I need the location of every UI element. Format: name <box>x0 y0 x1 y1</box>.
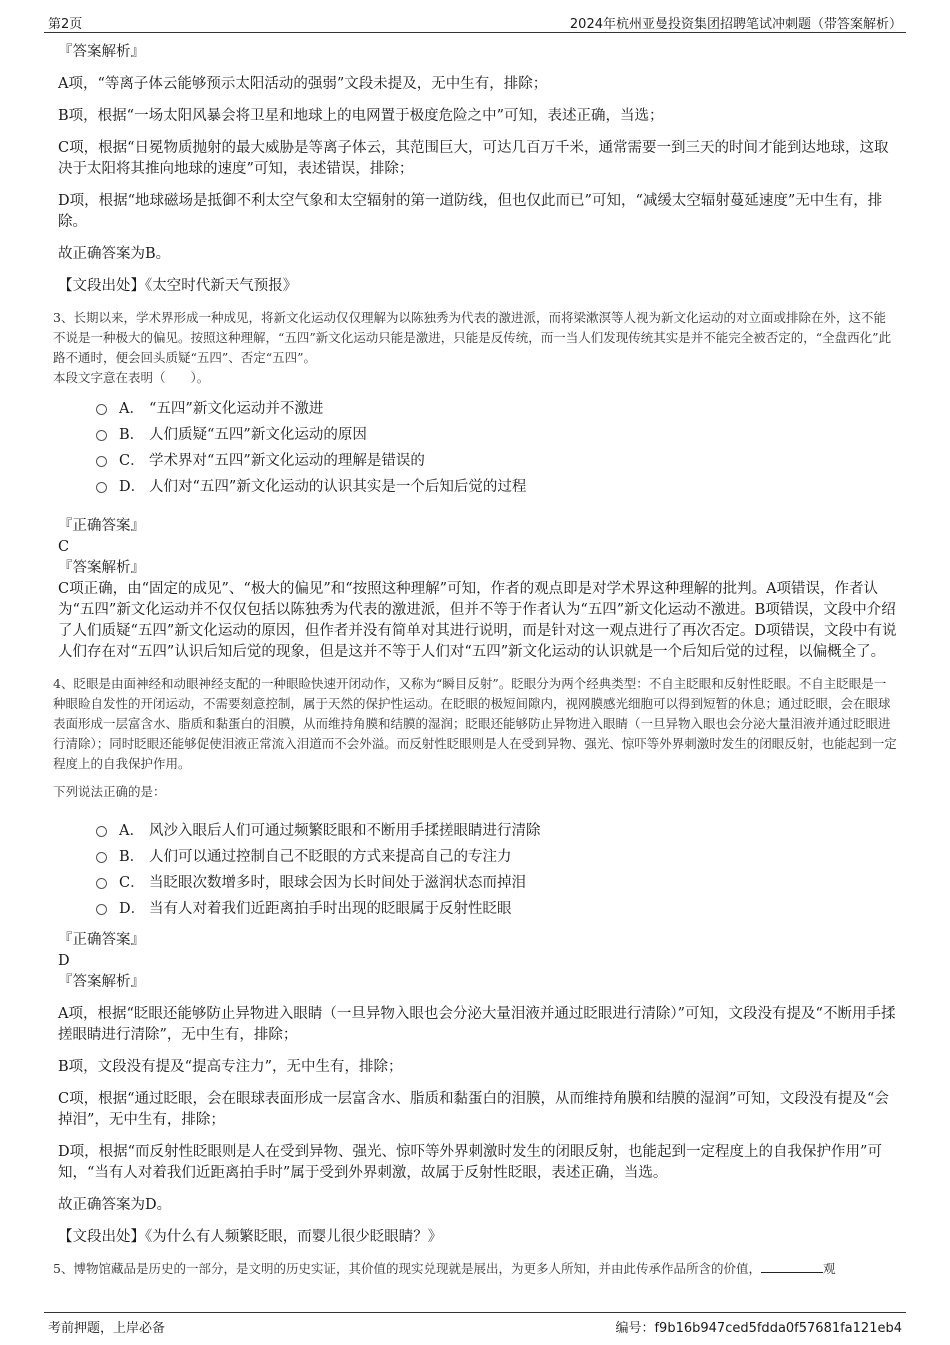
q2-analysis-a: A项，“等离子体云能够预示太阳活动的强弱”文段未提及，无中生有，排除； <box>58 76 548 92</box>
footer-slogan: 考前押题，上岸必备 <box>48 1321 166 1336</box>
q4-source: 【文段出处】《为什么有人频繁眨眼，而婴儿很少眨眼睛？》 <box>58 1229 443 1245</box>
radio-icon[interactable] <box>96 904 107 915</box>
q4-question: 下列说法正确的是： <box>53 784 166 799</box>
q4-option-a[interactable]: A． 风沙入眼后人们可通过频繁眨眼和不断用手揉搓眼睛进行清除 <box>96 816 898 842</box>
page-content <box>53 42 898 1279</box>
radio-icon[interactable] <box>96 456 107 467</box>
q4-analysis-c: C项，根据“通过眨眼，会在眼球表面形成一层富含水、脂质和黏蛋白的泪膜，从而维持角膜和结膜的湿润”可知，文段没有提及“会掉泪”，无中生有，排除； <box>58 1091 889 1128</box>
q4-analysis-d: D项，根据“而反射性眨眼则是人在受到异物、强光、惊吓等外界刺激时发生的闭眼反射，也能起到一定程度上的自我保护作用”可知，“当有人对着我们近距离拍手时”属于受到外界刺激，故属于反射性眨眼，表述正确，当选。 <box>58 1144 882 1181</box>
q4-option-c[interactable]: C． 当眨眼次数增多时，眼球会因为长时间处于滋润状态而掉泪 <box>96 868 898 894</box>
q3-correct-label: 『正确答案』 <box>58 518 145 534</box>
radio-icon[interactable] <box>96 852 107 863</box>
document-id: 编号：f9b16b947ced5fdda0f57681fa121eb4 <box>615 1321 902 1336</box>
radio-icon[interactable] <box>96 826 107 837</box>
q4-option-b[interactable]: B． 人们可以通过控制自己不眨眼的方式来提高自己的专注力 <box>96 842 898 868</box>
q4-correct-label: 『正确答案』 <box>58 932 145 948</box>
q3-option-a[interactable]: A． “五四”新文化运动并不激进 <box>96 394 898 420</box>
q3-option-c[interactable]: C． 学术界对“五四”新文化运动的理解是错误的 <box>96 446 898 472</box>
q3-prompt: 本段文字意在表明（ ）。 <box>53 370 210 385</box>
q3-analysis: C项正确，由“固定的成见”、“极大的偏见”和“按照这种理解”可知，作者的观点即是对学术界这种理解的批判。A项错误，作者认为“五四”新文化运动并不仅仅包括以陈独秀为代表的激进派，但并不等于作者认为“五四”新文化运动不激进。B项错误，文段中介绍了人们质疑“五四”新文化运动的原因，但作者并没有简单对其进行说明，而是针对这一观点进行了再次否定。D项错误，文段中有说人们存在对“五四”认识后知后觉的现象，但是这并不等于人们对“五四”新文化运动的认识就是一个后知后觉的过程，以偏概全了。 <box>58 581 897 660</box>
radio-icon[interactable] <box>96 482 107 493</box>
page-header <box>44 10 906 33</box>
radio-icon[interactable] <box>96 430 107 441</box>
q3-stem: 3、长期以来，学术界形成一种成见，将新文化运动仅仅理解为以陈独秀为代表的激进派，而将梁漱溟等人视为新文化运动的对立面或排除在外，这不能不说是一种极大的偏见。按照这种理解，“五四”新文化运动只能是激进，只能是反传统，而一当人们发现传统其实是并不能完全被否定的，“全盘西化”此路不通时，便会回头质疑“五四”、否定“五四”。 <box>53 310 892 365</box>
question-4 <box>53 674 898 802</box>
q2-source: 【文段出处】《太空时代新天气预报》 <box>58 278 298 294</box>
q2-analysis-c: C项，根据“日冕物质抛射的最大威胁是等离子体云，其范围巨大，可达几百万千米，通常需要一到三天的时间才能到达地球，这取决于太阳将其推向地球的速度”可知，表述错误，排除； <box>58 140 889 177</box>
q4-analysis-label: 『答案解析』 <box>58 974 145 990</box>
q4-option-d[interactable]: D． 当有人对着我们近距离拍手时出现的眨眼属于反射性眨眼 <box>96 894 898 920</box>
q4-options <box>96 816 898 920</box>
q5-tail: 观 <box>822 1261 836 1276</box>
answer-blank[interactable] <box>761 1260 823 1273</box>
q2-analysis-label: 『答案解析』 <box>58 44 145 60</box>
q3-correct-answer: C <box>58 539 70 555</box>
question-3 <box>53 308 898 388</box>
q4-stem: 4、眨眼是由面神经和动眼神经支配的一种眼睑快速开闭动作，又称为“瞬目反射”。眨眼分为两个经典类型：不自主眨眼和反射性眨眼。不自主眨眼是一种眼睑自发性的开闭运动，不需要刻意控制，属于天然的保护性运动。在眨眼的极短间隙内，视网膜感光细胞可以得到短暂的休息；通过眨眼，会在眼球表面形成一层富含水、脂质和黏蛋白的泪膜，从而维持角膜和结膜的湿润；眨眼还能够防止异物进入眼睛（一旦异物入眼也会分泌大量泪液并通过眨眼进行清除）；同时眨眼还能够促使泪液正常流入泪道而不会外溢。而反射性眨眼则是人在受到异物、强光、惊吓等外界刺激时发生的闭眼反射，也能起到一定程度上的自我保护作用。 <box>53 676 897 771</box>
q4-analysis-a: A项，根据“眨眼还能够防止异物进入眼睛（一旦异物入眼也会分泌大量泪液并通过眨眼进行清除）”可知，文段没有提及“不断用手揉搓眼睛进行清除”，无中生有，排除； <box>58 1006 896 1043</box>
q4-correct-answer: D <box>58 953 70 969</box>
question-5 <box>53 1259 898 1279</box>
q3-analysis-label: 『答案解析』 <box>58 560 145 576</box>
q4-conclusion: 故正确答案为D。 <box>58 1197 172 1213</box>
q5-stem: 5、博物馆藏品是历史的一部分，是文明的历史实证，其价值的现实兑现就是展出，为更多人所知，并由此传承作品所含的价值， <box>53 1261 761 1276</box>
q4-analysis-b: B项，文段没有提及“提高专注力”，无中生有，排除； <box>58 1059 403 1075</box>
radio-icon[interactable] <box>96 878 107 889</box>
q2-analysis-d: D项，根据“地球磁场是抵御不利太空气象和太空辐射的第一道防线，但也仅此而已”可知，“减缓太空辐射蔓延速度”无中生有，排除。 <box>58 193 883 230</box>
page-number: 第2页 <box>48 17 83 32</box>
document-title: 2024年杭州亚曼投资集团招聘笔试冲刺题（带答案解析） <box>569 17 902 32</box>
radio-icon[interactable] <box>96 404 107 415</box>
page-footer <box>44 1312 906 1335</box>
q3-option-d[interactable]: D． 人们对“五四”新文化运动的认识其实是一个后知后觉的过程 <box>96 472 898 498</box>
q2-analysis-b: B项，根据“一场太阳风暴会将卫星和地球上的电网置于极度危险之中”可知，表述正确，当选； <box>58 108 664 124</box>
q2-conclusion: 故正确答案为B。 <box>58 246 171 262</box>
q3-options <box>96 394 898 498</box>
q3-option-b[interactable]: B． 人们质疑“五四”新文化运动的原因 <box>96 420 898 446</box>
